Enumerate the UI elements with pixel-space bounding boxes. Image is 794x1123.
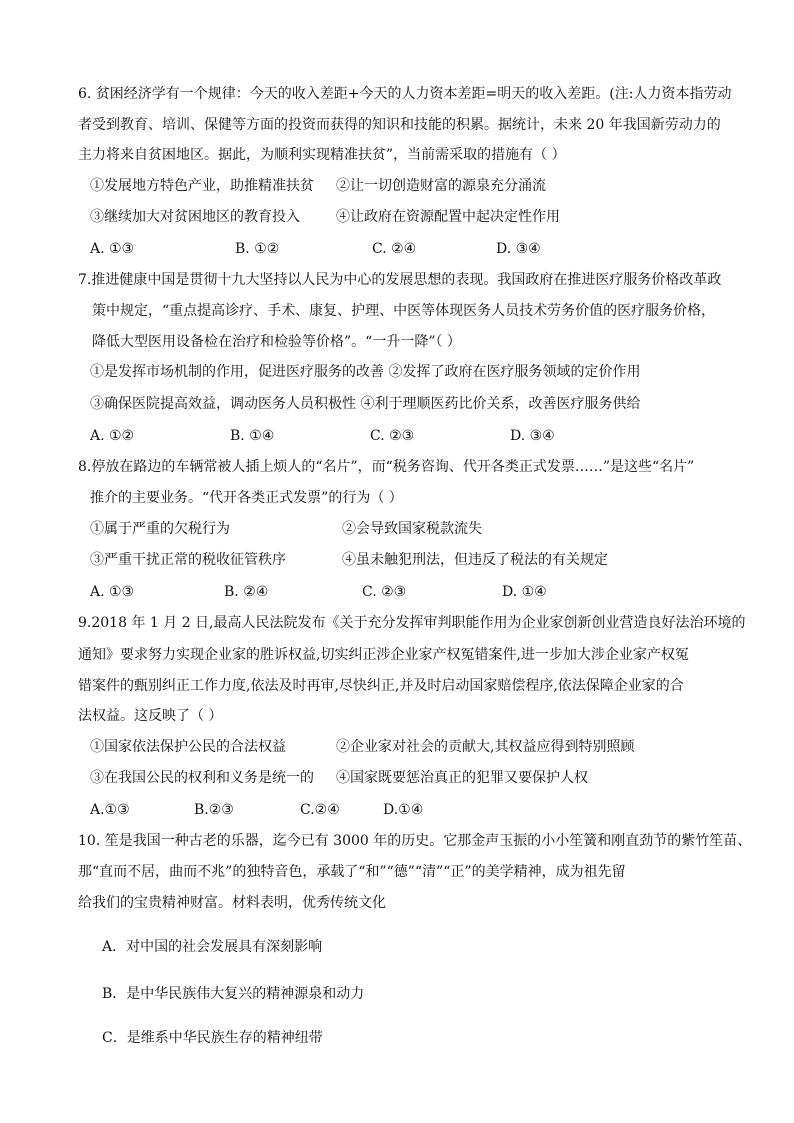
question-number: 9. bbox=[78, 615, 92, 631]
statement: ①是发挥市场机制的作用，促进医疗服务的改善 ②发挥了政府在医疗服务领域的定价作用 bbox=[90, 364, 641, 380]
answer-option-b[interactable]: B. ①④ bbox=[230, 428, 275, 444]
question-stem-line: 贫困经济学有一个规律：今天的收入差距+今天的人力资本差距=明天的收入差距。(注:人力资本指劳动 bbox=[95, 86, 732, 102]
answer-option-c[interactable]: C．是维系中华民族生存的精神纽带 bbox=[102, 1030, 323, 1046]
question-stem-line: 降低大型医用设备检在治疗和检验等价格”。“一升一降”（ ） bbox=[92, 334, 461, 350]
question-stem-line: 法权益。这反映了（ ） bbox=[78, 708, 223, 724]
answer-option-c[interactable]: C.②④ bbox=[300, 802, 340, 818]
answer-option-a[interactable]: A. ①③ bbox=[90, 584, 135, 600]
question-stem-line: 停放在路边的车辆常被人插上烦人的“名片”，而“税务咨询、代开各类正式发票……”是这些“名片” bbox=[91, 459, 695, 475]
answer-option-a[interactable]: A. ①③ bbox=[90, 241, 135, 257]
answer-option-b[interactable]: B. ②④ bbox=[224, 584, 269, 600]
question-stem-line: 给我们的宝贵精神财富。材料表明，优秀传统文化 bbox=[78, 895, 386, 911]
answer-option-b[interactable]: B.②③ bbox=[194, 802, 234, 818]
question-stem-line: 2018 年 1 月 2 日,最高人民法院发布《关于充分发挥审判职能作用为企业家创新创业营造良好法治环境的 bbox=[91, 615, 746, 631]
question-stem-line: 那“直而不居，曲而不兆”的独特音色，承载了“和”“德”“清”“正”的美学精神，成为祖先留 bbox=[78, 864, 626, 880]
question-stem-line: 主力将来自贫困地区。据此，为顺利实现精准扶贫”，当前需采取的措施有（ ） bbox=[78, 147, 566, 163]
statement: ④让政府在资源配置中起决定性作用 bbox=[336, 209, 560, 225]
question-number: 7. bbox=[78, 272, 92, 288]
question-number: 10. bbox=[78, 833, 101, 849]
statement: ④国家既要惩治真正的犯罪又要保护人权 bbox=[336, 770, 588, 786]
answer-option-a[interactable]: A.①③ bbox=[90, 802, 130, 818]
statement: ①发展地方特色产业，助推精准扶贫 bbox=[90, 178, 314, 194]
answer-option-d[interactable]: D. ③④ bbox=[510, 428, 555, 444]
question-stem-line: 通知》要求努力实现企业家的胜诉权益,切实纠正涉企业家产权冤错案件,进一步加大涉企业家产权冤 bbox=[78, 647, 689, 663]
answer-option-a[interactable]: A. ①② bbox=[90, 428, 135, 444]
question-number: 8. bbox=[78, 459, 92, 475]
statement: ③确保医院提高效益，调动医务人员积极性 ④利于理顺医药比价关系，改善医疗服务供给 bbox=[90, 396, 641, 412]
question-stem-line: 推进健康中国是贯彻十九大坚持以人民为中心的发展思想的表现。我国政府在推进医疗服务价格改革政 bbox=[91, 272, 722, 288]
answer-option-b[interactable]: B. ①② bbox=[235, 241, 280, 257]
statement: ③继续加大对贫困地区的教育投入 bbox=[90, 209, 300, 225]
answer-option-d[interactable]: D. ③④ bbox=[496, 241, 541, 257]
question-stem-line: 推介的主要业务。“代开各类正式发票”的行为（ ） bbox=[90, 490, 403, 506]
answer-option-c[interactable]: C. ②③ bbox=[362, 584, 407, 600]
answer-option-c[interactable]: C. ②③ bbox=[370, 428, 415, 444]
question-number: 6. bbox=[78, 86, 92, 102]
question-stem-line: 者受到教育、培训、保健等方面的投资而获得的知识和技能的积累。据统计，未来 20 年我国新劳动力的 bbox=[78, 117, 721, 133]
statement: ③严重干扰正常的税收征管秩序 bbox=[90, 552, 286, 568]
question-stem-line: 错案件的甄别纠正工作力度,依法及时再审,尽快纠正,并及时启动国家赔偿程序,依法保障企业家的合 bbox=[78, 678, 684, 694]
statement: ②企业家对社会的贡献大,其权益应得到特别照顾 bbox=[336, 739, 635, 755]
statement: ①国家依法保护公民的合法权益 bbox=[90, 739, 286, 755]
answer-option-d[interactable]: D.①④ bbox=[383, 802, 424, 818]
statement: ④虽未触犯刑法，但违反了税法的有关规定 bbox=[342, 552, 608, 568]
statement: ①属于严重的欠税行为 bbox=[90, 521, 230, 537]
statement: ②让一切创造财富的源泉充分涌流 bbox=[336, 178, 546, 194]
answer-option-b[interactable]: B．是中华民族伟大复兴的精神源泉和动力 bbox=[102, 986, 365, 1002]
answer-option-a[interactable]: A．对中国的社会发展具有深刻影响 bbox=[102, 939, 323, 955]
answer-option-d[interactable]: D. ①④ bbox=[502, 584, 547, 600]
statement: ③在我国公民的权利和义务是统一的 bbox=[90, 770, 314, 786]
answer-option-c[interactable]: C. ②④ bbox=[372, 241, 417, 257]
statement: ②会导致国家税款流失 bbox=[342, 521, 482, 537]
question-stem-line: 策中规定，“重点提高诊疗、手术、康复、护理、中医等体现医务人员技术劳务价值的医疗服务价格， bbox=[92, 303, 716, 319]
question-stem-line: 笙是我国一种古老的乐器，迄今已有 3000 年的历史。它那金声玉振的小小笙簧和刚直劲节的紫竹笙苗、 bbox=[104, 833, 752, 849]
